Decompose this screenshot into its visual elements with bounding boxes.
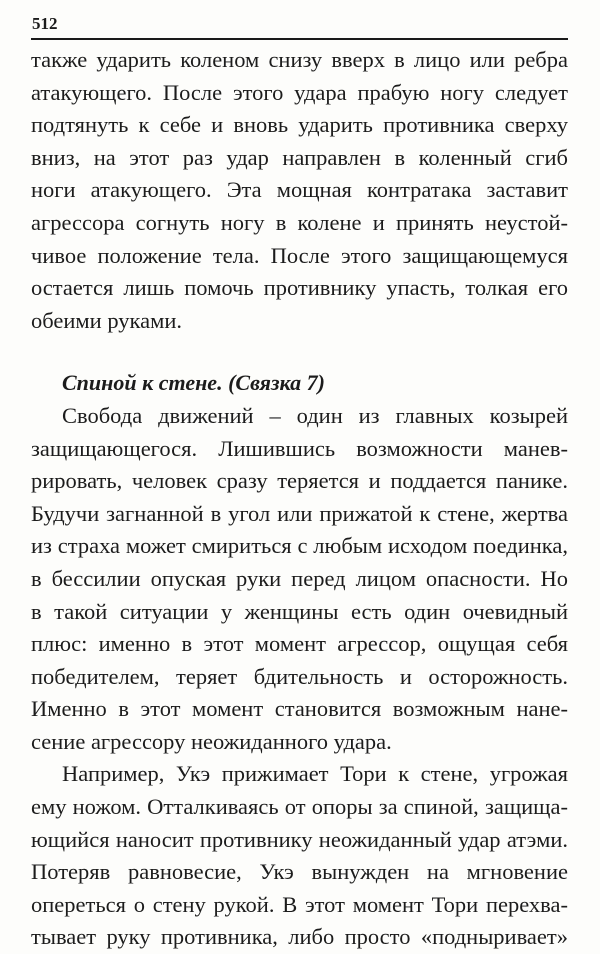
text-line: ему ножом. Отталкиваясь от опоры за спиной, защища- (31, 794, 568, 820)
paragraph (31, 400, 568, 759)
text-line: из страха может смириться с любым исходом поединка, (31, 533, 568, 559)
text-line: остается лишь помочь противнику упасть, толкая его (31, 275, 568, 301)
paragraph (31, 758, 568, 954)
text-line: также ударить коленом снизу вверх в лицо или ребра (31, 47, 568, 72)
text-line: атакующего. После этого удара прабую ногу следует (31, 79, 568, 105)
section-gap (31, 337, 568, 367)
text-line: в такой ситуации у женщины есть один очевидный (31, 598, 568, 624)
paragraph-continuation (31, 44, 568, 337)
page-header (31, 0, 568, 42)
body-text (31, 44, 568, 954)
text-line: ющийся наносит противнику неожиданный удар атэми. (31, 826, 568, 852)
text-line: Потеряв равновесие, Укэ вынужден на мгновение (31, 859, 568, 885)
text-line: ноги атакующего. Эта мощная контратака заставит (31, 177, 568, 203)
text-line: подтянуть к себе и вновь ударить противника сверху (31, 112, 568, 138)
section-heading: Спиной к стене. (Связка 7) (62, 370, 325, 396)
text-line: обеими руками. (31, 307, 183, 333)
text-line: плюс: именно в этот момент агрессор, ощущая себя (31, 631, 568, 657)
text-line: чивое положение тела. После этого защищающемуся (31, 242, 568, 268)
book-page (31, 0, 568, 950)
text-line: Именно в этот момент становится возможным нане- (31, 696, 568, 722)
text-line: Свобода движений – один из главных козырей (62, 402, 568, 428)
text-line: рировать, человек сразу теряется и поддается панике. (31, 468, 568, 494)
text-line: защищающегося. Лишившись возможности манев- (31, 435, 568, 461)
text-line: Например, Укэ прижимает Тори к стене, угрожая (62, 761, 568, 787)
text-line: тывает руку противника, либо просто «подныривает» (31, 924, 568, 950)
text-line: агрессора согнуть ногу в колене и принять неустой- (31, 209, 568, 235)
text-line: Будучи загнанной в угол или прижатой к стене, жертва (31, 500, 568, 526)
text-line: сение агрессору неожиданного удара. (31, 728, 392, 754)
text-line: вниз, на этот раз удар направлен в коленный сгиб (31, 144, 568, 170)
page-number: 512 (32, 14, 58, 33)
text-line: в бессилии опуская руки перед лицом опасности. Но (31, 565, 568, 591)
header-rule (31, 38, 568, 40)
text-line: опереться о стену рукой. В этот момент Тори перехва- (31, 891, 568, 917)
text-line: победителем, теряет бдительность и осторожность. (31, 663, 568, 689)
